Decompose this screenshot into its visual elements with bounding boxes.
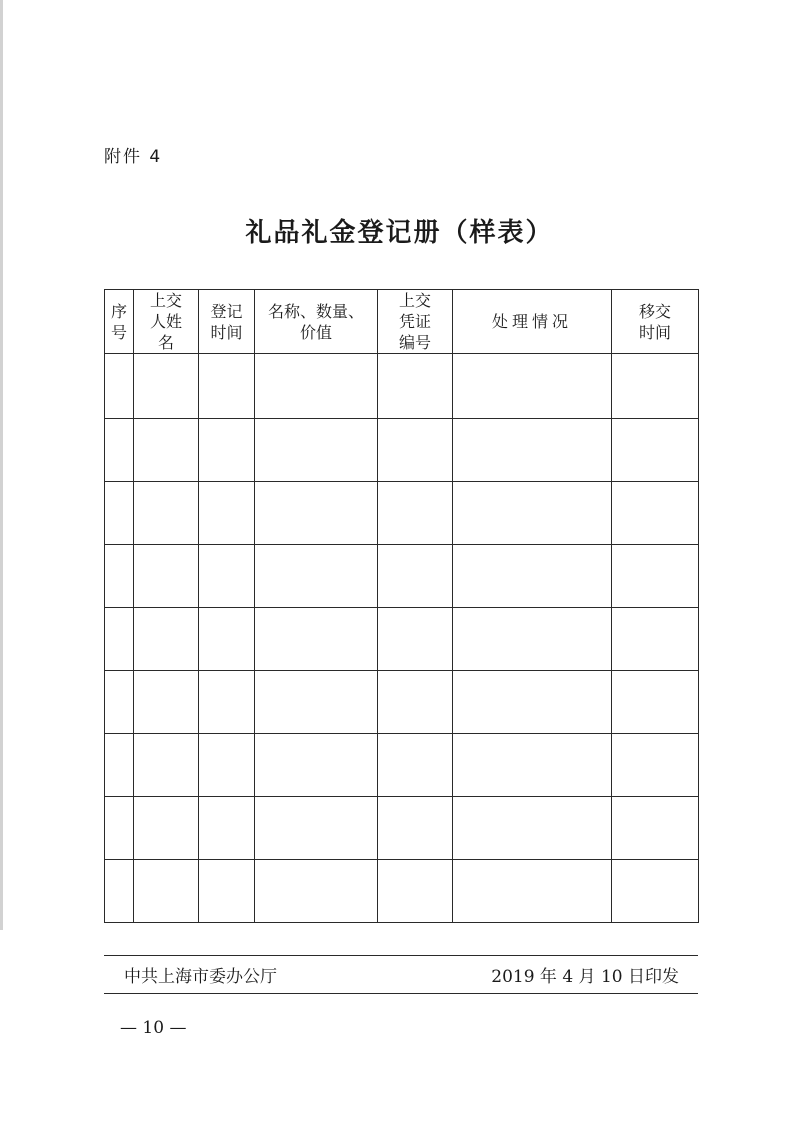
table-cell bbox=[255, 860, 378, 923]
issue-date: 2019 年 4 月 10 日印发 bbox=[491, 967, 679, 987]
header-label: 上交凭证编号 bbox=[398, 291, 431, 352]
table-cell bbox=[134, 419, 199, 482]
header-label: 移交时间 bbox=[638, 301, 671, 342]
table-cell bbox=[105, 671, 134, 734]
scan-edge bbox=[0, 0, 3, 930]
table-cell bbox=[134, 734, 199, 797]
table-row bbox=[105, 482, 699, 545]
table-cell bbox=[134, 545, 199, 608]
table-row bbox=[105, 419, 699, 482]
table-cell bbox=[378, 671, 453, 734]
header-cell-reg-time bbox=[199, 290, 255, 354]
table-cell bbox=[378, 419, 453, 482]
table-cell bbox=[453, 482, 612, 545]
table-cell bbox=[453, 671, 612, 734]
table-cell bbox=[612, 608, 699, 671]
page-number: — 10 — bbox=[120, 1018, 187, 1038]
header-cell-voucher bbox=[378, 290, 453, 354]
table-cell bbox=[453, 797, 612, 860]
table-cell bbox=[453, 419, 612, 482]
table-cell bbox=[612, 482, 699, 545]
table-cell bbox=[134, 608, 199, 671]
table-cell bbox=[612, 419, 699, 482]
attachment-label: 附件 4 bbox=[104, 147, 163, 167]
table-cell bbox=[378, 797, 453, 860]
header-cell-submitter bbox=[134, 290, 199, 354]
table-cell bbox=[199, 860, 255, 923]
table-cell bbox=[453, 608, 612, 671]
table-cell bbox=[453, 734, 612, 797]
issuer-name: 中共上海市委办公厅 bbox=[124, 967, 277, 987]
header-label: 序号 bbox=[110, 301, 127, 342]
table-cell bbox=[134, 797, 199, 860]
table-cell bbox=[378, 354, 453, 419]
header-cell-seq bbox=[105, 290, 134, 354]
table-row bbox=[105, 797, 699, 860]
header-label: 登记时间 bbox=[210, 301, 243, 342]
table-cell bbox=[612, 671, 699, 734]
table-cell bbox=[199, 545, 255, 608]
table-cell bbox=[612, 734, 699, 797]
table-cell bbox=[105, 354, 134, 419]
table-cell bbox=[378, 860, 453, 923]
table-cell bbox=[612, 354, 699, 419]
table-cell bbox=[199, 419, 255, 482]
table-cell bbox=[612, 860, 699, 923]
table-row bbox=[105, 734, 699, 797]
table-cell bbox=[378, 545, 453, 608]
table-cell bbox=[453, 860, 612, 923]
table-cell bbox=[612, 545, 699, 608]
table-cell bbox=[134, 860, 199, 923]
table-cell bbox=[134, 482, 199, 545]
table-cell bbox=[105, 734, 134, 797]
table-cell bbox=[378, 482, 453, 545]
table-cell bbox=[453, 354, 612, 419]
table-cell bbox=[199, 482, 255, 545]
table-row bbox=[105, 354, 699, 419]
table-cell bbox=[255, 545, 378, 608]
table-cell bbox=[453, 545, 612, 608]
table-cell bbox=[105, 545, 134, 608]
table-cell bbox=[105, 860, 134, 923]
header-cell-handling: 处理情况 bbox=[453, 290, 612, 354]
gift-register-table bbox=[104, 289, 699, 923]
header-cell-transfer-time bbox=[612, 290, 699, 354]
page-title: 礼品礼金登记册（样表） bbox=[245, 218, 554, 248]
table-cell bbox=[199, 671, 255, 734]
table-row bbox=[105, 860, 699, 923]
header-label: 名称、数量、价值 bbox=[268, 301, 365, 342]
table-row bbox=[105, 608, 699, 671]
table-cell bbox=[105, 419, 134, 482]
table-cell bbox=[199, 354, 255, 419]
table-row bbox=[105, 545, 699, 608]
table-cell bbox=[199, 797, 255, 860]
table-cell bbox=[134, 354, 199, 419]
table-cell bbox=[255, 608, 378, 671]
table-cell bbox=[255, 797, 378, 860]
table-cell bbox=[105, 608, 134, 671]
table-cell bbox=[255, 671, 378, 734]
table-cell bbox=[134, 671, 199, 734]
table-cell bbox=[255, 734, 378, 797]
footer-rule-bottom bbox=[104, 993, 698, 994]
header-label: 上交人姓名 bbox=[149, 291, 182, 352]
table-cell bbox=[255, 419, 378, 482]
table-cell bbox=[255, 482, 378, 545]
table-body bbox=[105, 354, 699, 923]
table-cell bbox=[199, 608, 255, 671]
table-cell bbox=[105, 482, 134, 545]
header-cell-item bbox=[255, 290, 378, 354]
table-cell bbox=[612, 797, 699, 860]
table-cell bbox=[378, 734, 453, 797]
table-cell bbox=[105, 797, 134, 860]
table-row bbox=[105, 671, 699, 734]
table-cell bbox=[199, 734, 255, 797]
table-cell bbox=[378, 608, 453, 671]
table-header-row bbox=[105, 290, 699, 354]
table-cell bbox=[255, 354, 378, 419]
footer-rule-top bbox=[104, 955, 698, 956]
